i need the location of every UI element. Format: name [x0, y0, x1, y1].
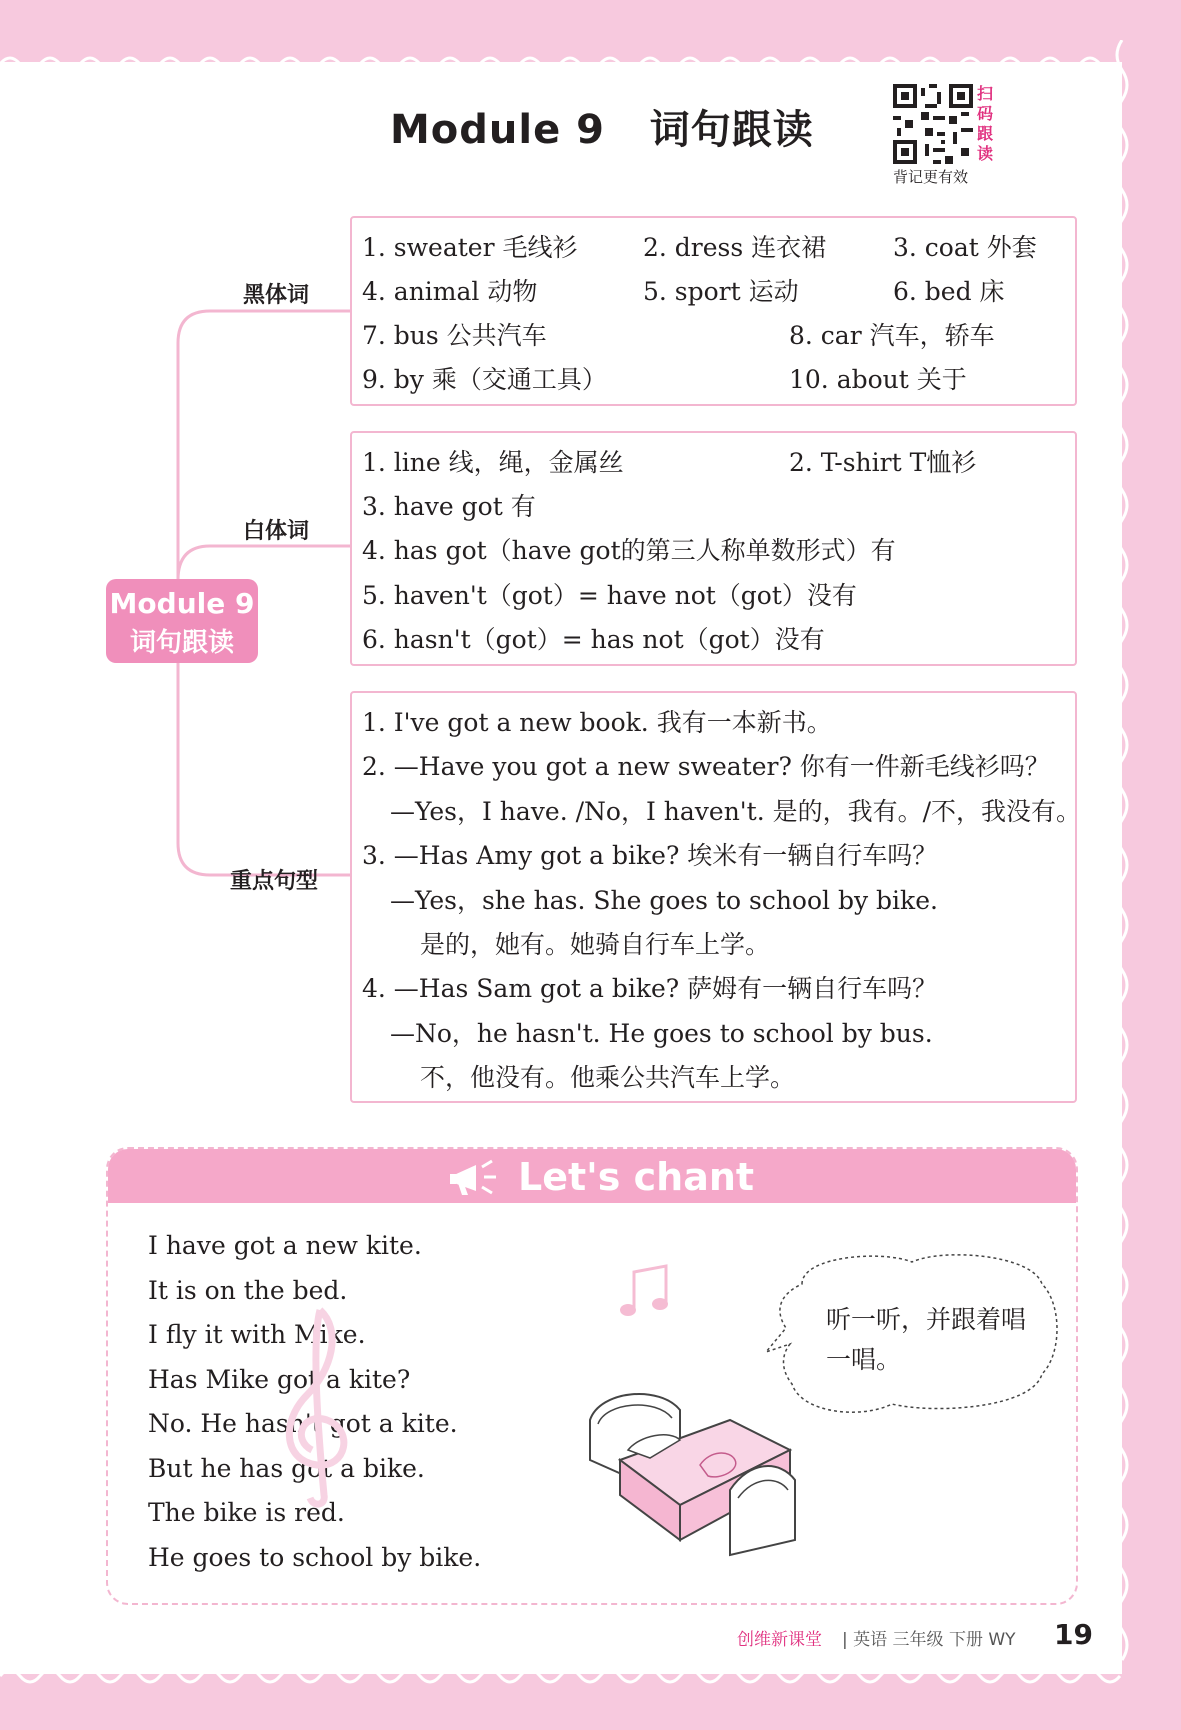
word-item: 5. haven't（got）= have not（got）没有 [362, 581, 857, 610]
word-item: 10. about 关于 [789, 365, 967, 394]
word-item: 1. sweater 毛线衫 [362, 233, 578, 262]
chant-line: Has Mike got a kite? [148, 1365, 411, 1394]
category-label-plain-words: 白体词 [243, 519, 310, 544]
wavy-border-bottom [0, 1656, 1181, 1696]
chant-line: I have got a new kite. [148, 1231, 422, 1260]
footer-brand: 创维新课堂 [737, 1630, 822, 1650]
sentence-item: —Yes，I have. /No，I haven't. 是的，我有。/不，我没有。 [390, 797, 1082, 826]
qr-caption: 背记更有效 [893, 168, 969, 186]
qr-scan-label: 扫码跟读 [977, 84, 994, 163]
sentence-item: 3. —Has Amy got a bike? 埃米有一辆自行车吗？ [362, 841, 938, 870]
word-item: 1. line 线，绳，金属丝 [362, 448, 624, 477]
sentence-item: 1. I've got a new book. 我有一本新书。 [362, 708, 832, 737]
page-number: 19 [1054, 1618, 1093, 1651]
word-item: 6. hasn't（got）= has not（got）没有 [362, 625, 825, 654]
category-label-key-sentences: 重点句型 [230, 869, 319, 894]
sentence-item: 4. —Has Sam got a bike? 萨姆有一辆自行车吗？ [362, 974, 938, 1003]
word-item: 7. bus 公共汽车 [362, 321, 547, 350]
megaphone-icon [448, 1155, 510, 1201]
music-note-icon [618, 1262, 674, 1322]
treble-clef-decoration [262, 1300, 372, 1510]
chant-line: The bike is red. [148, 1498, 345, 1527]
sentence-item: 不，他没有。他乘公共汽车上学。 [420, 1063, 796, 1092]
word-item: 3. have got 有 [362, 492, 536, 521]
page-title: Module 9 词句跟读 [390, 107, 814, 153]
sentence-item: —No，he hasn't. He goes to school by bus. [390, 1019, 933, 1048]
sentence-item: —Yes，she has. She goes to school by bike. [390, 886, 938, 915]
chant-line: I fly it with Mike. [148, 1320, 366, 1349]
chant-title: Let's chant [518, 1155, 755, 1199]
word-item: 2. T-shirt T恤衫 [789, 448, 977, 477]
word-item: 2. dress 连衣裙 [643, 233, 827, 262]
word-item: 4. animal 动物 [362, 277, 538, 306]
word-item: 5. sport 运动 [643, 277, 799, 306]
chant-line: It is on the bed. [148, 1276, 348, 1305]
category-label-bold-words: 黑体词 [243, 283, 310, 308]
chant-bubble-text: 听一听，并跟着唱一唱。 [826, 1305, 1027, 1374]
word-item: 8. car 汽车，轿车 [789, 321, 995, 350]
sentence-item: 是的，她有。她骑自行车上学。 [420, 930, 771, 959]
chant-line: But he has got a bike. [148, 1454, 425, 1483]
module-badge-title: Module 9 [109, 587, 255, 620]
word-item: 4. has got（have got的第三人称单数形式）有 [362, 536, 896, 565]
module-badge [106, 579, 258, 663]
chant-line: He goes to school by bike. [148, 1543, 482, 1572]
word-item: 3. coat 外套 [893, 233, 1037, 262]
word-item: 9. by 乘（交通工具） [362, 365, 607, 394]
word-item: 6. bed 床 [893, 277, 1005, 306]
module-badge-subtitle: 词句跟读 [129, 628, 234, 658]
chant-line: No. He hasn't got a kite. [148, 1409, 458, 1438]
footer-info: | 英语 三年级 下册 WY [842, 1630, 1016, 1650]
sentence-item: 2. —Have you got a new sweater? 你有一件新毛线衫吗？ [362, 752, 1050, 781]
